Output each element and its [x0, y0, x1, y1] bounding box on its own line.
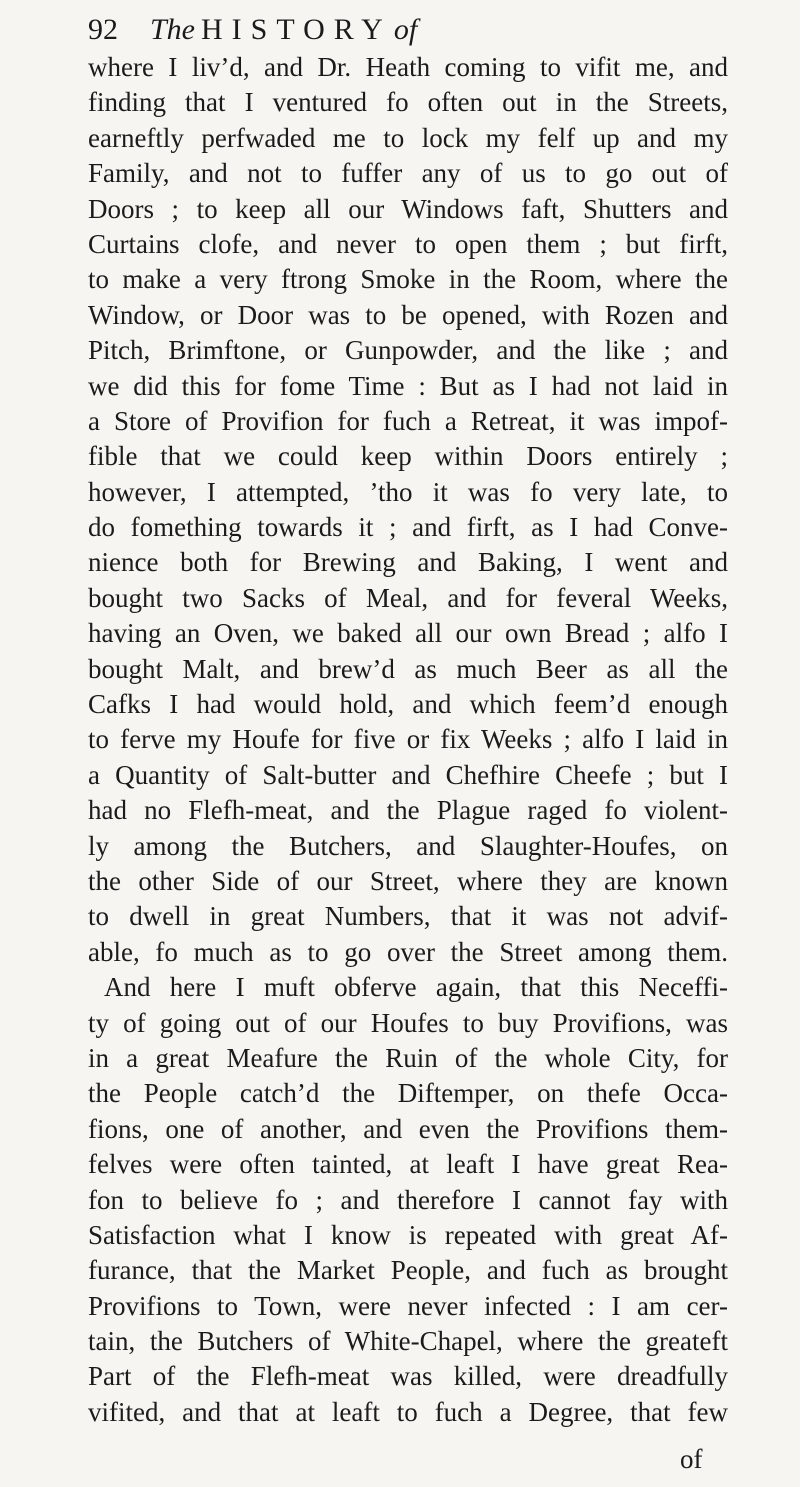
header-title-suffix: of: [393, 13, 418, 46]
text-line: the other Side of our Street, where they are known: [88, 865, 728, 896]
text-line: bought Malt, and brew’d as much Beer as all the: [88, 653, 728, 684]
text-line: fions, one of another, and even the Provifions them-: [88, 1113, 728, 1144]
text-line: to make a very ftrong Smoke in the Room, where the: [88, 264, 728, 295]
text-line: do fomething towards it ; and firft, as I had Conve-: [88, 512, 728, 543]
text-line: where I liv’d, and Dr. Heath coming to vifit me, and: [88, 52, 728, 82]
text-line: Provifions to Town, were never infected : I am cer-: [88, 1290, 728, 1321]
header-title-prefix: The: [150, 13, 195, 46]
text-line: furance, that the Market People, and fuch as brought: [88, 1255, 728, 1286]
text-line: Cafks I had would hold, and which feem’d enough: [88, 689, 728, 720]
text-line: fible that we could keep within Doors entirely ;: [88, 441, 728, 472]
text-line: Window, or Door was to be opened, with Rozen and: [88, 299, 728, 330]
text-line: felves were often tainted, at leaft I have great Rea-: [88, 1149, 728, 1180]
text-line: Pitch, Brimftone, or Gunpowder, and the like ; and: [88, 335, 728, 366]
text-line: Curtains clofe, and never to open them ; but firft,: [88, 228, 728, 259]
catchword: of: [680, 1444, 703, 1474]
text-line: however, I attempted, ’tho it was fo very late, to: [88, 476, 728, 507]
text-line: a Quantity of Salt-butter and Chefhire Cheefe ; but I: [88, 759, 728, 790]
text-line: a Store of Provifion for fuch a Retreat, it was impof-: [88, 405, 728, 436]
text-line: nience both for Brewing and Baking, I went and: [88, 547, 728, 578]
text-line: Part of the Flefh-meat was killed, were dreadfully: [88, 1361, 728, 1392]
text-line: Doors ; to keep all our Windows faft, Shutters and: [88, 193, 728, 224]
text-line: we did this for fome Time : But as I had not laid in: [88, 370, 728, 401]
text-line: in a great Meafure the Ruin of the whole City, for: [88, 1042, 728, 1073]
text-line: Satisfaction what I know is repeated with great Af-: [88, 1219, 728, 1250]
text-line: tain, the Butchers of White-Chapel, where the greateft: [88, 1326, 728, 1357]
running-header: [88, 6, 728, 54]
text-line: Family, and not to fuffer any of us to go out of: [88, 158, 728, 189]
text-line: fon to believe fo ; and therefore I cannot fay with: [88, 1184, 728, 1215]
paragraph-start-line: And here I muft obferve again, that this Neceffi-: [104, 972, 728, 1003]
text-line: finding that I ventured fo often out in the Streets,: [88, 87, 728, 118]
text-line: vifited, and that at leaft to fuch a Degree, that few: [88, 1396, 728, 1427]
text-line: to ferve my Houfe for five or fix Weeks ; alfo I laid in: [88, 724, 728, 755]
text-line: to dwell in great Numbers, that it was not advif-: [88, 901, 728, 932]
text-line: able, fo much as to go over the Street among them.: [88, 936, 728, 967]
text-line: ly among the Butchers, and Slaughter-Houfes, on: [88, 830, 728, 861]
header-title-main: HISTORY: [201, 13, 392, 46]
text-line: had no Flefh-meat, and the Plague raged fo violent-: [88, 795, 728, 826]
text-line: bought two Sacks of Meal, and for feveral Weeks,: [88, 582, 728, 613]
text-line: having an Oven, we baked all our own Bread ; alfo I: [88, 618, 728, 649]
body-text: [88, 50, 728, 1430]
text-line: the People catch’d the Diftemper, on thefe Occa-: [88, 1078, 728, 1109]
text-line: earneftly perfwaded me to lock my felf up and my: [88, 122, 728, 153]
text-line: ty of going out of our Houfes to buy Provifions, was: [88, 1007, 728, 1038]
page-number: 92: [88, 13, 118, 46]
